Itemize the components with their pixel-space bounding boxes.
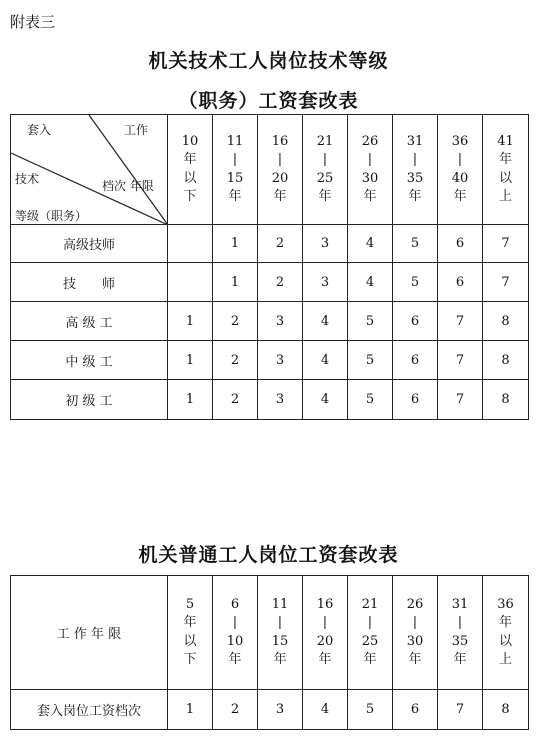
table-cell: 6 [438, 263, 483, 302]
year-column-header: 26 | 30 年 [348, 115, 393, 225]
table-cell: 6 [393, 380, 438, 420]
table-cell: 4 [303, 302, 348, 341]
table-cell: 8 [483, 380, 529, 420]
corner-top-left: 套入 [27, 123, 52, 137]
row-label: 技 师 [11, 263, 168, 302]
technical-worker-salary-table [10, 114, 529, 420]
table-cell: 2 [213, 380, 258, 420]
table-cell: 2 [213, 302, 258, 341]
table-cell: 7 [438, 341, 483, 380]
table-row [11, 225, 529, 263]
table-cell: 4 [348, 263, 393, 302]
table1-title-line2: （职务）工资套改表 [178, 90, 359, 112]
year-column-header: 10 年 以 下 [168, 115, 213, 225]
work-years-label: 工 作 年 限 [11, 576, 168, 690]
year-column-header: 11 | 15 年 [258, 576, 303, 690]
general-worker-salary-table [10, 575, 529, 730]
year-column-header: 16 | 20 年 [303, 576, 348, 690]
table-cell: 3 [258, 690, 303, 730]
year-column-header: 26 | 30 年 [393, 576, 438, 690]
table-cell: 5 [348, 302, 393, 341]
table-cell: 5 [348, 380, 393, 420]
table-cell: 4 [303, 690, 348, 730]
table-cell: 1 [168, 341, 213, 380]
table-cell: 7 [483, 225, 529, 263]
table-row [11, 380, 529, 420]
table-cell: 8 [483, 341, 529, 380]
table-cell [168, 263, 213, 302]
row-label: 套入岗位工资档次 [11, 690, 168, 730]
table-cell: 3 [303, 263, 348, 302]
corner-mid-left: 技术 [15, 172, 40, 186]
table-cell: 1 [168, 380, 213, 420]
table-cell: 2 [258, 263, 303, 302]
table-cell: 3 [258, 341, 303, 380]
table-cell: 3 [258, 302, 303, 341]
table-cell: 7 [438, 302, 483, 341]
table-row [11, 263, 529, 302]
table-cell: 1 [168, 690, 213, 730]
row-label: 中 级 工 [11, 341, 168, 380]
year-column-header: 41 年 以 上 [483, 115, 529, 225]
table-cell: 6 [393, 302, 438, 341]
table-cell [168, 225, 213, 263]
table1-title-line1: 机关技术工人岗位技术等级 [148, 50, 389, 72]
table-row [11, 341, 529, 380]
table-cell: 4 [348, 225, 393, 263]
table-cell: 8 [483, 690, 529, 730]
table-cell: 4 [303, 380, 348, 420]
table-cell: 7 [438, 380, 483, 420]
table-cell: 5 [348, 341, 393, 380]
table-cell: 1 [213, 263, 258, 302]
table-cell: 1 [168, 302, 213, 341]
table-cell: 4 [303, 341, 348, 380]
table-row [11, 302, 529, 341]
row-label: 高级技师 [11, 225, 168, 263]
table-cell: 6 [393, 341, 438, 380]
table-cell: 5 [393, 263, 438, 302]
table-cell: 2 [213, 690, 258, 730]
table-cell: 7 [438, 690, 483, 730]
year-column-header: 36 年 以 上 [483, 576, 529, 690]
table-row [11, 690, 529, 730]
row-label: 初 级 工 [11, 380, 168, 420]
year-column-header: 11 | 15 年 [213, 115, 258, 225]
year-column-header: 31 | 35 年 [393, 115, 438, 225]
corner-bottom-left: 等级（职务） [15, 209, 88, 223]
table-cell: 8 [483, 302, 529, 341]
table-cell: 3 [258, 380, 303, 420]
row-label: 高 级 工 [11, 302, 168, 341]
table-cell: 3 [303, 225, 348, 263]
year-column-header: 21 | 25 年 [303, 115, 348, 225]
year-column-header: 36 | 40 年 [438, 115, 483, 225]
table-cell: 5 [348, 690, 393, 730]
year-column-header: 21 | 25 年 [348, 576, 393, 690]
year-column-header: 5 年 以 下 [168, 576, 213, 690]
corner-mid-right: 档次 年限 [102, 179, 154, 193]
appendix-label: 附表三 [10, 13, 56, 31]
table-cell: 2 [213, 341, 258, 380]
table-cell: 5 [393, 225, 438, 263]
year-column-header: 31 | 35 年 [438, 576, 483, 690]
year-column-header: 6 | 10 年 [213, 576, 258, 690]
table1-corner-header [11, 115, 168, 225]
table-cell: 6 [393, 690, 438, 730]
table-cell: 7 [483, 263, 529, 302]
corner-top-right: 工作 [124, 123, 149, 137]
year-column-header: 16 | 20 年 [258, 115, 303, 225]
table-cell: 2 [258, 225, 303, 263]
table-cell: 6 [438, 225, 483, 263]
table-cell: 1 [213, 225, 258, 263]
table2-title: 机关普通工人岗位工资套改表 [138, 544, 399, 566]
